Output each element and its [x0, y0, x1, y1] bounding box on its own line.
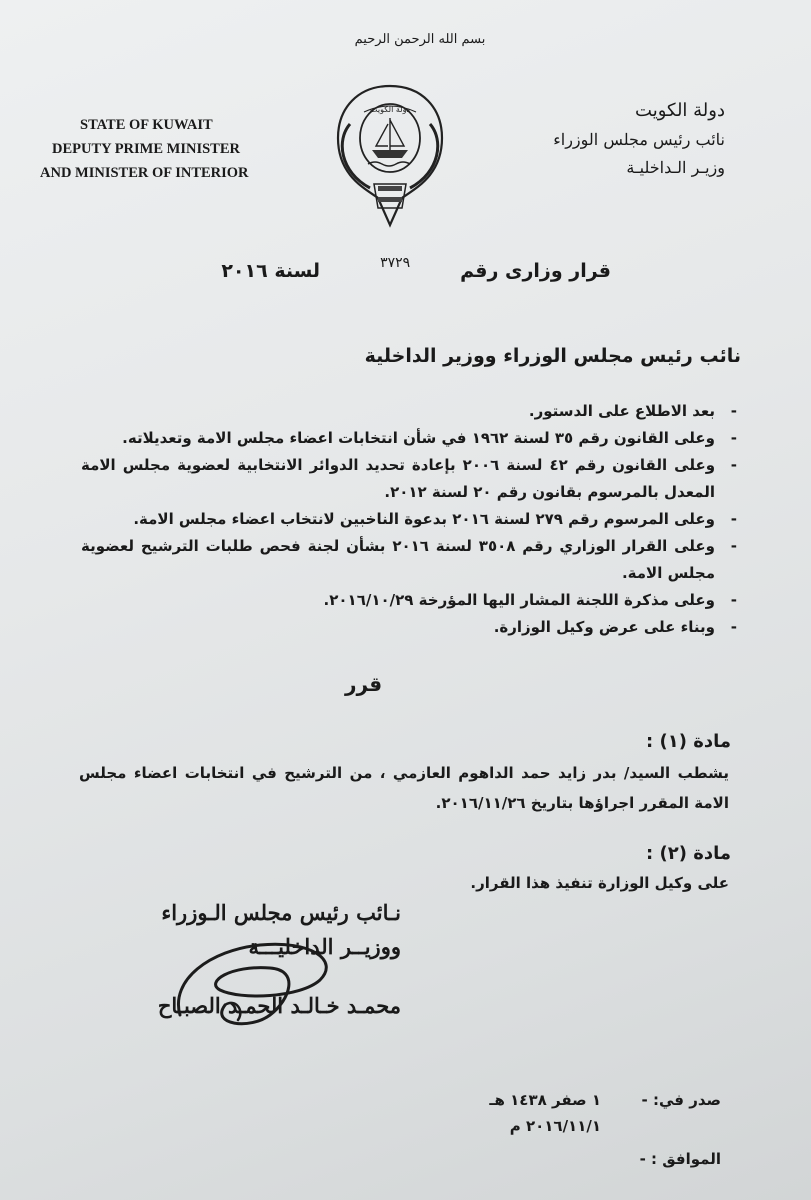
- issued-label: صدر في: -: [641, 1091, 721, 1109]
- article-1-heading: مادة (١) :: [646, 731, 731, 752]
- article-1-text: يشطب السيد/ بدر زايد حمد الداهوم العازمي ، من الترشيح في انتخابات اعضاء مجلس الامة المقرر اجراؤها بتاريخ ٢٠١٦/١١/٢٦.: [79, 764, 729, 812]
- signatory-ministry: ووزيــر الداخليـــة: [248, 934, 401, 959]
- header-en-minister: AND MINISTER OF INTERIOR: [40, 165, 249, 181]
- issued-gregorian-date: ٢٠١٦/١١/١ م: [509, 1117, 601, 1135]
- issued-hijri-date: ١ صفر ١٤٣٨ هـ: [489, 1091, 601, 1109]
- kuwait-emblem: [330, 80, 450, 230]
- preamble-list: [81, 398, 741, 641]
- agreed-label: الموافق : -: [639, 1150, 721, 1168]
- bismillah: بسم الله الرحمن الرحيم: [354, 32, 486, 47]
- signatory-name: محمـد خـالـد الحمـد الصبـاح: [157, 993, 401, 1018]
- preamble-item: - وبناء على عرض وكيل الوزارة.: [81, 614, 741, 641]
- preamble-item: - وعلى القرار الوزاري رقم ٣٥٠٨ لسنة ٢٠١٦ بشأن لجنة فحص طلبات الترشيح لعضوية مجلس الامة.: [81, 533, 741, 587]
- decree-year: لسنة ٢٠١٦: [221, 260, 321, 282]
- preamble-item: - وعلى القانون رقم ٣٥ لسنة ١٩٦٢ في شأن انتخابات اعضاء مجلس الامة وتعديلاته.: [81, 425, 741, 452]
- signatory-title: نـائب رئيس مجلس الـوزراء: [161, 900, 401, 925]
- decree-label: قرار وزارى رقم: [460, 260, 611, 282]
- header-en-state: STATE OF KUWAIT: [80, 117, 213, 133]
- decree-number: ٣٧٢٩: [380, 255, 411, 271]
- decision-heading: قرر: [345, 672, 383, 696]
- issued-block: [421, 1087, 721, 1139]
- decree-line: [221, 255, 611, 282]
- article-2-text: على وكيل الوزارة تنفيذ هذا القرار.: [470, 874, 729, 892]
- header-en-deputy: DEPUTY PRIME MINISTER: [52, 141, 240, 157]
- header-ar-deputy: نائب رئيس مجلس الوزراء: [553, 130, 725, 149]
- preamble-item: - وعلى القانون رقم ٤٢ لسنة ٢٠٠٦ بإعادة تحديد الدوائر الانتخابية لعضوية مجلس الامة المعدل بالمرسوم بقانون رقم ٢٠ لسنة ٢٠١٢.: [81, 452, 741, 506]
- handwritten-signature: [150, 920, 370, 1040]
- preamble-item: - بعد الاطلاع على الدستور.: [81, 398, 741, 425]
- issuer-title: نائب رئيس مجلس الوزراء ووزير الداخلية: [364, 345, 741, 367]
- preamble-item: - وعلى مذكرة اللجنة المشار اليها المؤرخة ٢٠١٦/١٠/٢٩.: [81, 587, 741, 614]
- preamble-item: - وعلى المرسوم رقم ٢٧٩ لسنة ٢٠١٦ بدعوة الناخبين لانتخاب اعضاء مجلس الامة.: [81, 506, 741, 533]
- header-ar-state: دولة الكويت: [635, 100, 725, 121]
- emblem-text: دولة الكويت: [370, 105, 410, 114]
- article-2-heading: مادة (٢) :: [646, 843, 731, 864]
- header-ar-minister: وزيـر الـداخليـة: [626, 158, 725, 177]
